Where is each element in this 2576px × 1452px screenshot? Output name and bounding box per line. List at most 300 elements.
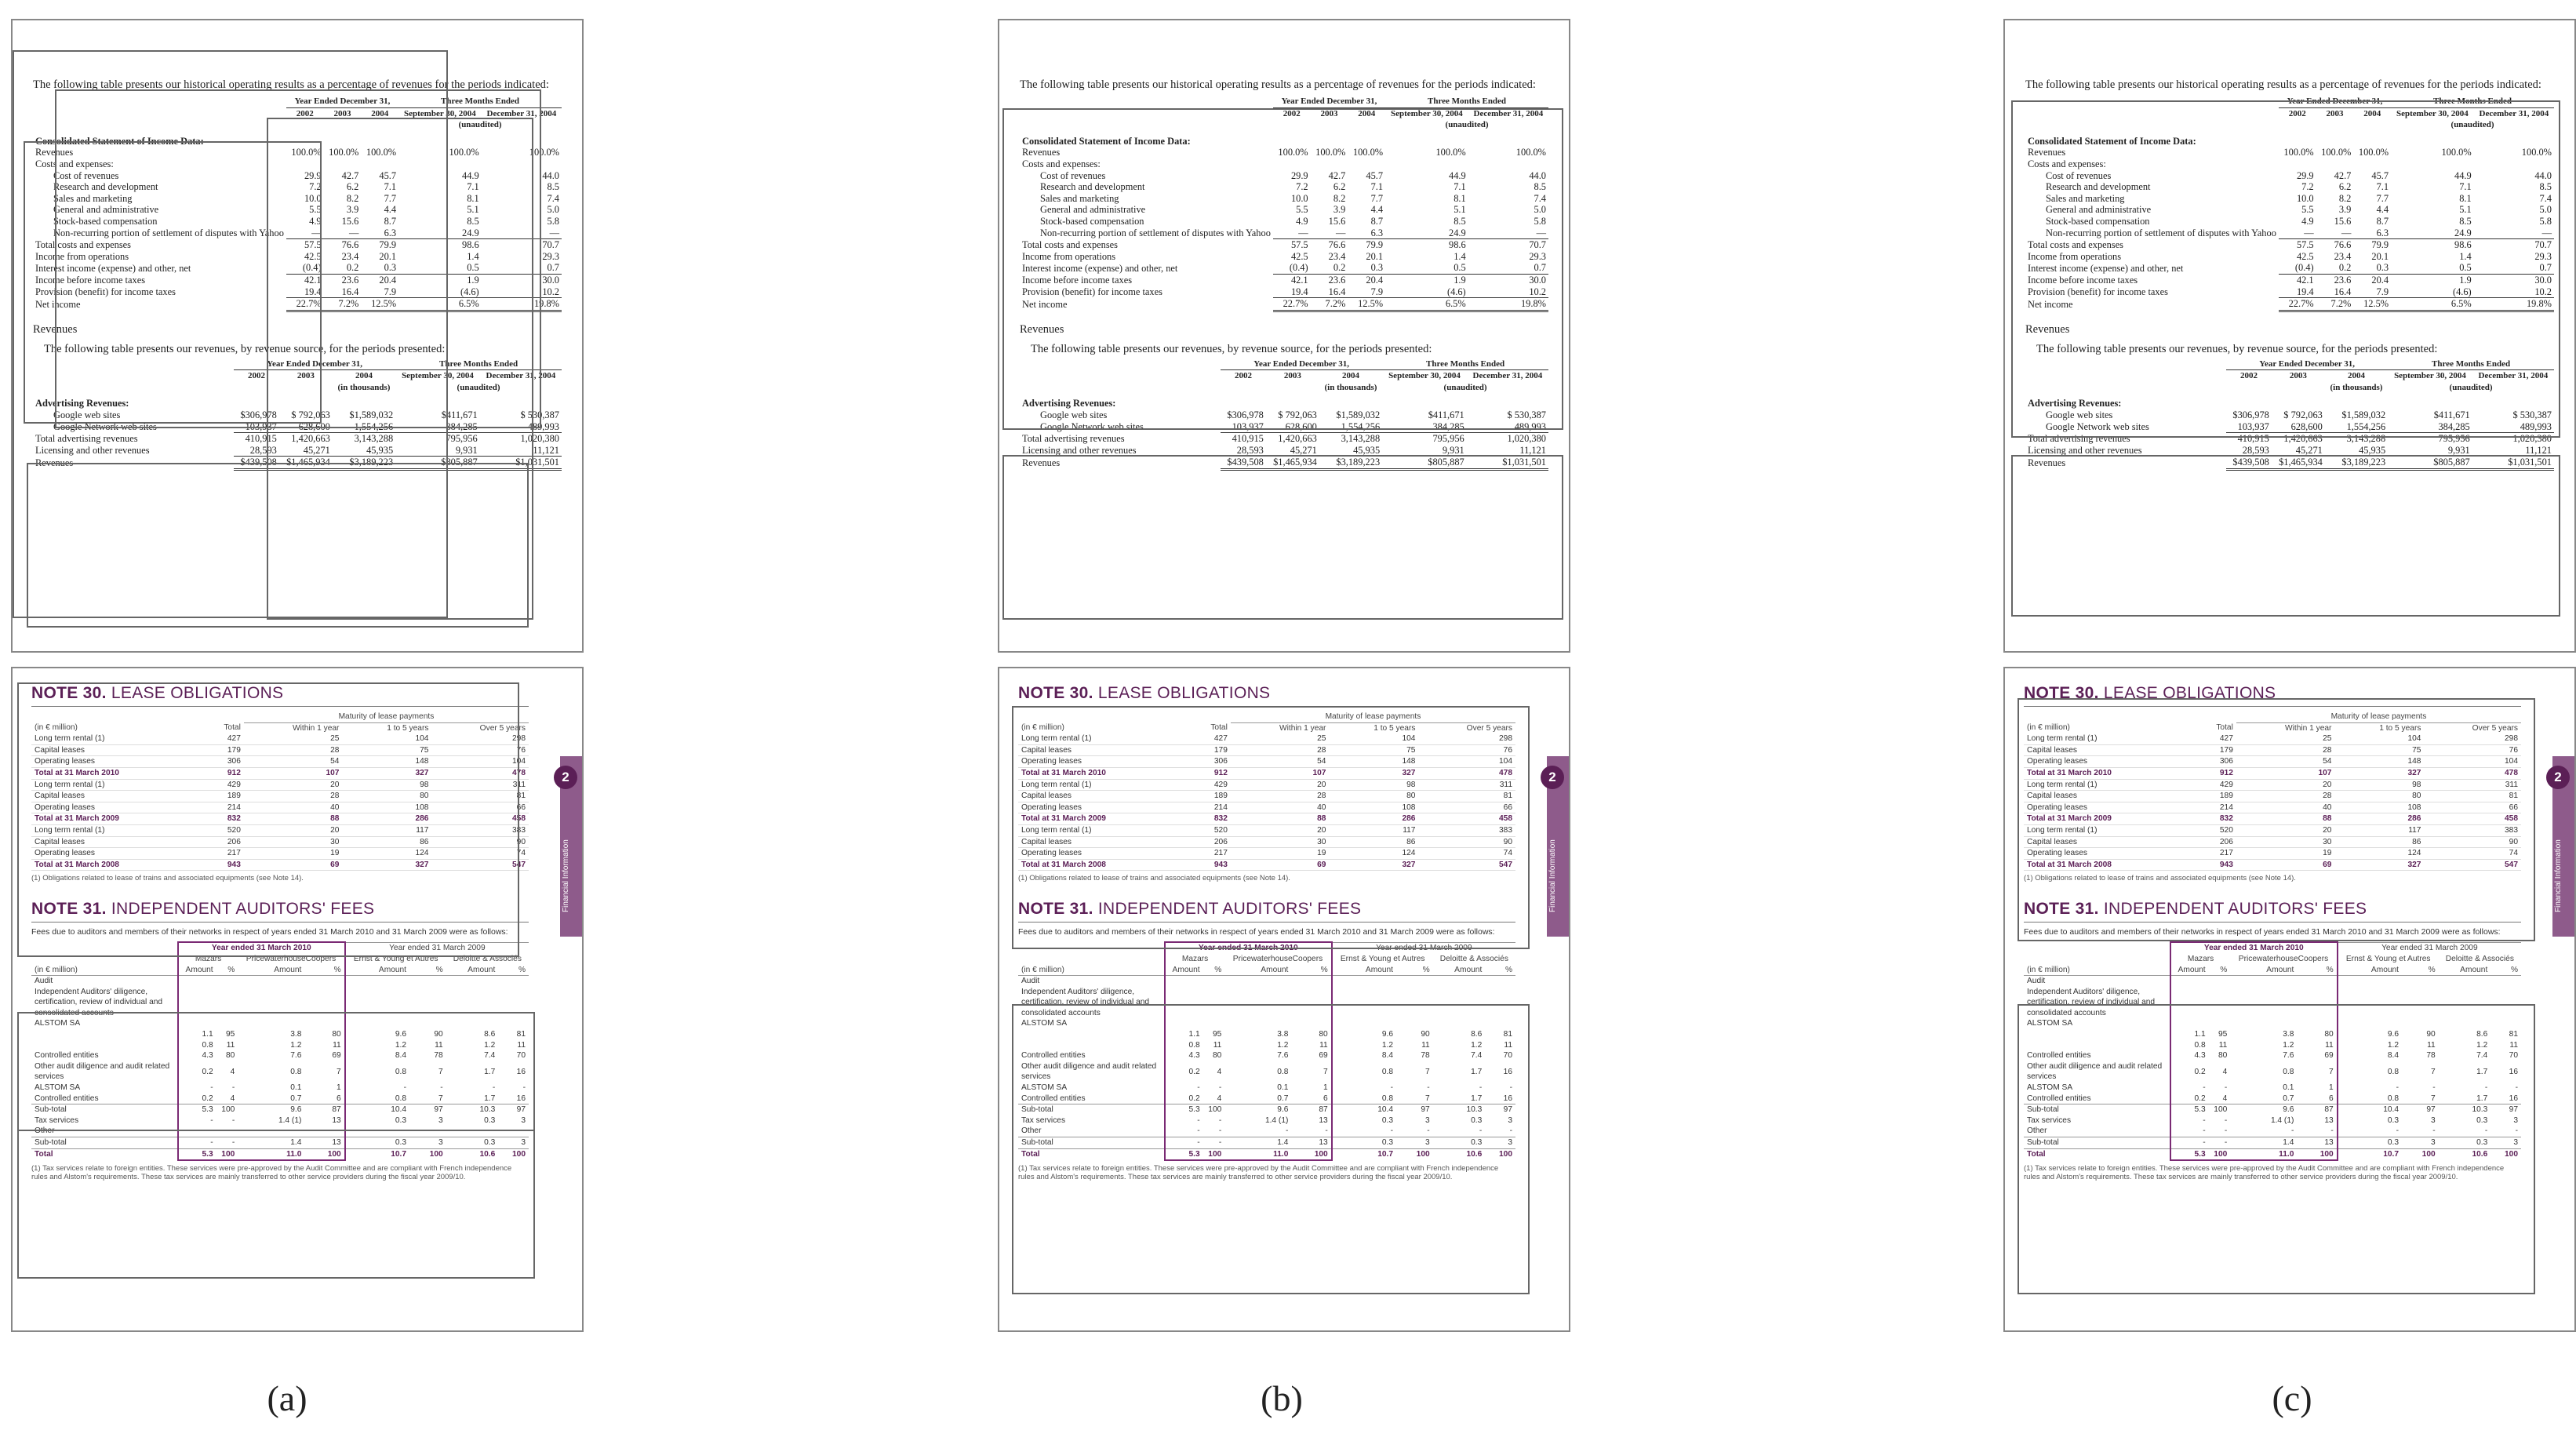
fees-cell: 69 bbox=[1291, 1050, 1331, 1061]
amount-header: Amount bbox=[378, 965, 407, 974]
lease-cell: 832 bbox=[1188, 813, 1231, 825]
side-label: Financial Information bbox=[2554, 839, 2563, 913]
row-value: $3,189,223 bbox=[1319, 457, 1382, 470]
row-value: 24.9 bbox=[1449, 227, 1466, 238]
fees-cell: ALSTOM SA bbox=[35, 1019, 81, 1028]
income-row bbox=[33, 298, 562, 311]
row-value: 12.5% bbox=[2353, 298, 2391, 311]
row-value bbox=[2316, 158, 2354, 170]
lease-cell: 88 bbox=[2236, 813, 2335, 825]
row-value: 16.4 bbox=[1328, 286, 1346, 297]
fees-cell: 97 bbox=[2402, 1104, 2439, 1115]
year-2010-header: Year ended 31 March 2010 bbox=[1165, 942, 1332, 954]
fees-cell bbox=[2439, 987, 2491, 1019]
lease-cell: Capital leases bbox=[1018, 836, 1188, 848]
fees-cell: 3 bbox=[1508, 1115, 1512, 1125]
fees-cell bbox=[178, 1018, 216, 1029]
year-2009-header: Year ended 31 March 2009 bbox=[345, 942, 529, 954]
lease-cell: 108 bbox=[2334, 802, 2424, 813]
row-value: 5.0 bbox=[2539, 204, 2552, 216]
fees-cell: Controlled entities bbox=[2027, 1094, 2091, 1103]
fees-cell: 3.8 bbox=[290, 1030, 302, 1039]
row-label: Costs and expenses: bbox=[35, 158, 114, 169]
fees-cell: - bbox=[1479, 1126, 1483, 1136]
lease-cell: 124 bbox=[1329, 848, 1418, 860]
income-row bbox=[2025, 298, 2554, 311]
chapter-badge: 2 bbox=[2546, 766, 2570, 789]
lease-cell: 429 bbox=[1188, 779, 1231, 791]
row-label: Google Network web sites bbox=[53, 420, 157, 432]
fees-cell: - bbox=[231, 1083, 235, 1093]
document-page-financial bbox=[11, 19, 584, 653]
lease-cell: 81 bbox=[431, 791, 529, 802]
row-value: 23.4 bbox=[2334, 250, 2352, 262]
lease-footnote: (1) Obligations related to lease of trains and associated equipments (see Note 14). bbox=[31, 874, 304, 883]
fees-cell: 6 bbox=[1291, 1094, 1331, 1104]
fees-cell: 81 bbox=[2509, 1030, 2518, 1039]
col-2002: 2002 bbox=[1283, 108, 1301, 118]
pct-header: % bbox=[1214, 965, 1222, 974]
lease-cell: 306 bbox=[1188, 756, 1231, 768]
lease-cell: 40 bbox=[2236, 802, 2335, 813]
fees-cell: - bbox=[440, 1083, 443, 1093]
lease-cell: 458 bbox=[431, 813, 529, 825]
fees-cell bbox=[2209, 987, 2231, 1019]
fees-cell: 8.6 bbox=[2476, 1030, 2488, 1039]
fees-row bbox=[31, 1115, 529, 1126]
row-label: Income before income taxes bbox=[2028, 274, 2138, 286]
lease-cell: 148 bbox=[342, 756, 431, 768]
firm-pwc: PricewaterhouseCoopers bbox=[1224, 954, 1331, 965]
fees-cell: 70 bbox=[2509, 1051, 2518, 1061]
row-value: 6.2 bbox=[346, 181, 359, 193]
fees-cell: 1.2 bbox=[1277, 1040, 1289, 1050]
lease-cell: 86 bbox=[2334, 836, 2424, 848]
fees-cell bbox=[2297, 987, 2337, 1019]
fees-row bbox=[1018, 1040, 1515, 1051]
fees-cell: 0.3 bbox=[1471, 1115, 1483, 1125]
fees-cell: 3 bbox=[2430, 1115, 2436, 1125]
revenue-row bbox=[33, 457, 562, 470]
fees-cell: Tax services bbox=[35, 1115, 79, 1125]
fees-cell bbox=[1165, 976, 1203, 987]
row-value bbox=[1273, 158, 1311, 170]
fees-cell: 6 bbox=[2297, 1094, 2337, 1104]
in-thousands-label: (in thousands) bbox=[2330, 382, 2383, 392]
lease-cell: 327 bbox=[2334, 859, 2424, 871]
fees-cell: 0.1 bbox=[2283, 1083, 2294, 1093]
row-label: Cost of revenues bbox=[1040, 169, 1106, 181]
row-value: 15.6 bbox=[1328, 215, 1346, 227]
fees-cell bbox=[498, 1018, 529, 1029]
fees-cell: Total bbox=[1018, 1148, 1165, 1160]
document-page-notes bbox=[11, 667, 584, 1332]
fees-cell: 100 bbox=[409, 1148, 446, 1160]
lease-cell: Capital leases bbox=[31, 744, 201, 756]
fees-cell: - bbox=[522, 1083, 526, 1093]
income-row bbox=[2025, 170, 2554, 182]
fees-cell bbox=[1291, 987, 1331, 1019]
row-value: 45,271 bbox=[2295, 444, 2323, 456]
row-value: $ 792,063 bbox=[2283, 409, 2323, 421]
lease-cell: 298 bbox=[2424, 733, 2521, 744]
lease-cell: Capital leases bbox=[1018, 744, 1188, 756]
lease-cell: 28 bbox=[2236, 791, 2335, 802]
fees-cell: - bbox=[1165, 1126, 1203, 1137]
row-label: Non-recurring portion of settlement of disputes with Yahoo bbox=[53, 227, 284, 238]
row-label: Costs and expenses: bbox=[1022, 158, 1101, 169]
lease-col-header: Within 1 year bbox=[1279, 723, 1326, 733]
fees-cell: 16 bbox=[1503, 1094, 1512, 1103]
lease-cell: Capital leases bbox=[31, 791, 201, 802]
row-value: 8.5 bbox=[2459, 215, 2472, 227]
revenue-row bbox=[2025, 421, 2554, 433]
lease-cell: 19 bbox=[244, 848, 343, 860]
lease-cell: 20 bbox=[244, 779, 343, 791]
col-sep-2004: September 30, 2004 bbox=[402, 371, 474, 381]
lease-cell: 148 bbox=[1329, 756, 1418, 768]
lease-cell: Capital leases bbox=[31, 836, 201, 848]
row-value: 4.4 bbox=[1370, 204, 1384, 216]
pct-header: % bbox=[304, 965, 344, 976]
row-label: Revenues bbox=[2028, 457, 2066, 468]
firm-ey: Ernst & Young et Autres bbox=[1340, 954, 1425, 963]
income-row bbox=[2025, 181, 2554, 193]
row-value: 29.9 bbox=[304, 169, 322, 181]
fees-cell: 0.8 bbox=[178, 1040, 216, 1051]
lease-cell: 912 bbox=[2193, 767, 2236, 779]
row-value: 8.1 bbox=[2459, 192, 2472, 204]
fees-cell: 13 bbox=[2297, 1137, 2337, 1149]
fees-cell: 3 bbox=[1424, 1115, 1430, 1125]
row-value: $1,465,934 bbox=[1266, 457, 1319, 470]
fees-cell: 0.3 bbox=[446, 1137, 499, 1149]
fees-cell: 0.8 bbox=[2387, 1094, 2400, 1103]
row-value: 5.5 bbox=[2301, 204, 2314, 216]
row-label: Non-recurring portion of settlement of disputes with Yahoo bbox=[1040, 227, 1271, 238]
fees-cell: 87 bbox=[2297, 1104, 2337, 1115]
row-value: 5.1 bbox=[467, 204, 479, 216]
row-value bbox=[2279, 158, 2316, 170]
fees-cell: 1.4 (1) bbox=[1264, 1115, 1289, 1125]
row-value: 8.5 bbox=[467, 215, 479, 227]
revenues-table bbox=[2025, 358, 2554, 471]
lease-row bbox=[2024, 824, 2521, 836]
fees-cell: 1.7 bbox=[2476, 1094, 2488, 1103]
fees-cell: 100 bbox=[1396, 1148, 1433, 1160]
row-value: 1,020,380 bbox=[2472, 433, 2554, 445]
fees-cell: 13 bbox=[1291, 1115, 1331, 1126]
amount-header: Amount bbox=[2370, 965, 2400, 974]
row-label: Google web sites bbox=[2046, 409, 2113, 421]
row-value: 1,420,663 bbox=[1266, 433, 1319, 445]
fees-cell: ALSTOM SA bbox=[2027, 1083, 2073, 1093]
fees-cell: - bbox=[1390, 1126, 1394, 1136]
lease-cell: 107 bbox=[244, 767, 343, 779]
row-label: Interest income (expense) and other, net bbox=[1022, 262, 1178, 274]
year-2010-header: Year ended 31 March 2010 bbox=[2170, 942, 2338, 954]
fees-cell bbox=[1291, 1018, 1331, 1029]
lease-cell: 179 bbox=[1188, 744, 1231, 756]
fees-cell bbox=[2402, 987, 2439, 1019]
row-value bbox=[398, 158, 482, 170]
document-page-notes bbox=[2003, 667, 2576, 1332]
fees-row bbox=[2024, 1148, 2521, 1160]
row-label: Total advertising revenues bbox=[35, 433, 138, 444]
lease-cell: 214 bbox=[2193, 802, 2236, 813]
fees-cell: 100 bbox=[2297, 1148, 2337, 1160]
revenue-row bbox=[33, 409, 562, 421]
row-value: 57.5 bbox=[286, 239, 324, 251]
row-value: 0.2 bbox=[346, 262, 359, 274]
lease-cell: Total at 31 March 2010 bbox=[31, 767, 201, 779]
header-three-months: Three Months Ended bbox=[2388, 358, 2554, 370]
fees-cell: 0.8 bbox=[395, 1094, 407, 1103]
income-row bbox=[33, 251, 562, 263]
lease-row bbox=[31, 744, 529, 756]
row-value: 6.2 bbox=[2338, 181, 2352, 193]
lease-table bbox=[2024, 711, 2521, 871]
row-value: $805,887 bbox=[2388, 457, 2472, 470]
fees-row bbox=[2024, 1115, 2521, 1126]
fees-cell bbox=[446, 976, 499, 987]
fees-row bbox=[2024, 1061, 2521, 1083]
fees-intro: Fees due to auditors and members of their networks in respect of years ended 31 March 2010 and 31 March 2009 were as follows: bbox=[1018, 927, 1495, 937]
fees-cell bbox=[1224, 987, 1291, 1019]
fees-cell: 1.2 bbox=[395, 1040, 407, 1050]
lease-cell: 28 bbox=[244, 744, 343, 756]
row-label: Income from operations bbox=[2028, 250, 2122, 262]
row-value: 19.8% bbox=[482, 298, 562, 311]
lease-cell: 327 bbox=[1329, 767, 1418, 779]
fees-cell: 16 bbox=[516, 1067, 526, 1076]
row-value: 29.3 bbox=[1529, 250, 1546, 262]
year-2009-header: Year ended 31 March 2009 bbox=[1332, 942, 1515, 954]
row-value: $ 792,063 bbox=[1278, 409, 1317, 421]
fees-cell: 10.6 bbox=[1433, 1148, 1486, 1160]
fees-cell: 80 bbox=[2218, 1051, 2228, 1061]
lease-cell: 547 bbox=[1418, 859, 1515, 871]
fees-cell: 9.6 bbox=[2230, 1104, 2297, 1115]
lease-cell: 217 bbox=[1188, 848, 1231, 860]
lease-cell: Operating leases bbox=[1018, 756, 1188, 768]
fees-cell: 1.2 bbox=[2387, 1040, 2400, 1050]
fees-cell: 4.3 bbox=[2170, 1050, 2209, 1061]
row-value: 29.9 bbox=[2296, 169, 2314, 181]
lease-cell: 117 bbox=[342, 824, 431, 836]
fees-cell: 8.4 bbox=[395, 1051, 407, 1061]
revenue-row bbox=[2025, 433, 2554, 445]
pct-header: % bbox=[227, 965, 235, 974]
row-value: 100.0% bbox=[2283, 147, 2314, 158]
row-value: 103,937 bbox=[245, 420, 277, 432]
fees-cell: 9.6 bbox=[395, 1030, 407, 1039]
row-value: 23.4 bbox=[341, 250, 359, 262]
lease-cell: 117 bbox=[2334, 824, 2424, 836]
fees-cell: - bbox=[2515, 1126, 2518, 1136]
fees-unit: (in € million) bbox=[2027, 965, 2070, 974]
row-value: 100.0% bbox=[1515, 147, 1546, 158]
revenues-table bbox=[33, 358, 562, 471]
lease-cell: 69 bbox=[1231, 859, 1330, 871]
fees-cell: 7 bbox=[2430, 1094, 2436, 1103]
lease-cell: Capital leases bbox=[1018, 791, 1188, 802]
fees-cell bbox=[1485, 1018, 1515, 1029]
row-value: 7.1 bbox=[1454, 181, 1466, 193]
fees-cell: 81 bbox=[1503, 1030, 1512, 1039]
fees-cell: 11 bbox=[2218, 1040, 2228, 1050]
row-value: 489,993 bbox=[527, 420, 559, 432]
row-value: 42.5 bbox=[2296, 250, 2314, 262]
row-label: Total costs and expenses bbox=[35, 238, 131, 250]
row-value: 410,915 bbox=[1221, 433, 1266, 445]
row-value: 8.1 bbox=[1454, 192, 1466, 204]
fees-row bbox=[31, 1094, 529, 1104]
row-value: 11,121 bbox=[533, 444, 559, 456]
income-row bbox=[33, 147, 562, 158]
lease-row bbox=[2024, 859, 2521, 871]
row-value: 7.1 bbox=[2376, 181, 2389, 193]
fees-cell: 4 bbox=[230, 1094, 235, 1103]
row-value: 10.2 bbox=[2534, 286, 2552, 297]
lease-cell: 427 bbox=[2193, 733, 2236, 744]
fees-cell: - bbox=[2396, 1126, 2400, 1136]
lease-cell: 104 bbox=[2424, 756, 2521, 768]
fees-cell bbox=[178, 976, 216, 987]
lease-cell: 20 bbox=[1231, 779, 1330, 791]
fees-cell: Other audit diligence and audit related services bbox=[35, 1061, 170, 1082]
fees-cell bbox=[1332, 987, 1396, 1019]
row-value: 4.9 bbox=[2301, 215, 2314, 227]
fees-cell: 7 bbox=[1291, 1061, 1331, 1083]
row-value: 410,915 bbox=[234, 433, 279, 445]
row-value: — bbox=[1536, 227, 1546, 238]
fees-cell: Total bbox=[31, 1148, 178, 1160]
fees-cell: 0.2 bbox=[178, 1094, 216, 1104]
pct-header: % bbox=[1291, 965, 1331, 976]
fees-cell: 100 bbox=[1291, 1148, 1331, 1160]
amount-header: Amount bbox=[1165, 965, 1203, 976]
fees-cell: Independent Auditors' diligence, certification, review of individual and consolidated accounts bbox=[2027, 987, 2156, 1017]
fees-row bbox=[31, 1104, 529, 1115]
row-value: 20.4 bbox=[2353, 274, 2391, 286]
lease-cell: 76 bbox=[431, 744, 529, 756]
fees-cell: 11 bbox=[1504, 1040, 1512, 1050]
document-page-financial bbox=[998, 19, 1570, 653]
fees-cell bbox=[304, 1018, 344, 1029]
fees-cell: Independent Auditors' diligence, certification, review of individual and consolidated accounts bbox=[35, 987, 163, 1017]
fees-row bbox=[31, 1050, 529, 1061]
fees-cell bbox=[2230, 1018, 2297, 1029]
lease-cell: 20 bbox=[2236, 779, 2335, 791]
firm-ey: Ernst & Young et Autres bbox=[353, 954, 438, 963]
in-thousands-label: (in thousands) bbox=[337, 382, 391, 392]
lease-cell: 74 bbox=[431, 848, 529, 860]
firm-pwc: PricewaterhouseCoopers bbox=[238, 954, 344, 965]
fees-cell: 0.7 bbox=[2283, 1094, 2294, 1103]
fees-cell bbox=[2490, 976, 2521, 987]
fees-cell: 3 bbox=[1485, 1137, 1515, 1149]
fees-cell bbox=[498, 976, 529, 987]
fees-cell: 80 bbox=[1212, 1051, 1222, 1061]
fees-cell: 13 bbox=[304, 1137, 344, 1149]
income-percentage-table bbox=[1020, 96, 1548, 312]
fees-row bbox=[2024, 976, 2521, 987]
row-value: 42.5 bbox=[304, 250, 322, 262]
fees-cell bbox=[1396, 987, 1433, 1019]
row-value: 100.0% bbox=[1315, 147, 1346, 158]
fees-unit: (in € million) bbox=[1021, 965, 1064, 974]
row-value: — bbox=[2541, 227, 2552, 238]
lease-row bbox=[31, 824, 529, 836]
row-value: 100.0% bbox=[366, 147, 397, 158]
fees-cell: 87 bbox=[1291, 1104, 1331, 1115]
lease-row bbox=[1018, 733, 1515, 744]
caption-a: (a) bbox=[267, 1378, 307, 1418]
fees-cell bbox=[1291, 976, 1331, 987]
fees-cell: 1.7 bbox=[1471, 1067, 1483, 1076]
lease-cell: 327 bbox=[342, 767, 431, 779]
fees-row bbox=[2024, 1137, 2521, 1149]
fees-cell: 80 bbox=[304, 1029, 344, 1040]
amount-header: Amount bbox=[1454, 965, 1483, 974]
lease-row bbox=[31, 859, 529, 871]
row-value: 103,937 bbox=[1232, 420, 1264, 432]
fees-cell: 100 bbox=[2209, 1104, 2231, 1115]
lease-col-header: Within 1 year bbox=[293, 723, 340, 733]
col-dec-2004: December 31, 2004 bbox=[486, 108, 557, 118]
caption-b: (b) bbox=[1261, 1378, 1303, 1418]
lease-cell: 81 bbox=[2424, 791, 2521, 802]
row-value: 16.4 bbox=[2334, 286, 2352, 297]
col-2003: 2003 bbox=[333, 108, 351, 118]
fees-cell bbox=[238, 1018, 304, 1029]
lease-cell: 69 bbox=[244, 859, 343, 871]
fees-cell bbox=[1485, 987, 1515, 1019]
col-sep-2004: September 30, 2004 bbox=[1388, 371, 1461, 381]
row-value: 3,143,288 bbox=[333, 433, 395, 445]
lease-row bbox=[2024, 767, 2521, 779]
fees-cell: - bbox=[1203, 1137, 1225, 1149]
row-value: 44.0 bbox=[2534, 169, 2552, 181]
fees-cell: 5.3 bbox=[178, 1104, 216, 1115]
fees-cell: 10.4 bbox=[2338, 1104, 2402, 1115]
col-2002: 2002 bbox=[296, 108, 314, 118]
row-value: 9,931 bbox=[2447, 444, 2470, 456]
row-value: 1,554,256 bbox=[2346, 420, 2386, 432]
fees-cell: 9.6 bbox=[238, 1104, 304, 1115]
row-value: 5.0 bbox=[1534, 204, 1546, 216]
row-value: 7.1 bbox=[467, 181, 479, 193]
row-value: 11,121 bbox=[2525, 444, 2552, 456]
row-value: $1,589,032 bbox=[1336, 409, 1381, 421]
fees-cell: Independent Auditors' diligence, certification, review of individual and consolidated accounts bbox=[1021, 987, 1150, 1017]
col-dec-2004: December 31, 2004 bbox=[1473, 108, 1544, 118]
fees-table bbox=[1018, 941, 1515, 1161]
lease-row bbox=[31, 767, 529, 779]
lease-cell: 28 bbox=[1231, 744, 1330, 756]
fees-cell: 69 bbox=[304, 1050, 344, 1061]
row-label: Stock-based compensation bbox=[1040, 215, 1144, 227]
income-row bbox=[2025, 262, 2554, 274]
lease-row bbox=[31, 848, 529, 860]
pct-header: % bbox=[2297, 965, 2337, 976]
row-value: 4.4 bbox=[2376, 204, 2389, 216]
row-value: 0.2 bbox=[1333, 262, 1346, 274]
row-value: 30.0 bbox=[2474, 274, 2554, 286]
fees-cell: 9.6 bbox=[1381, 1030, 1394, 1039]
fees-cell: Tax services bbox=[2027, 1115, 2072, 1125]
